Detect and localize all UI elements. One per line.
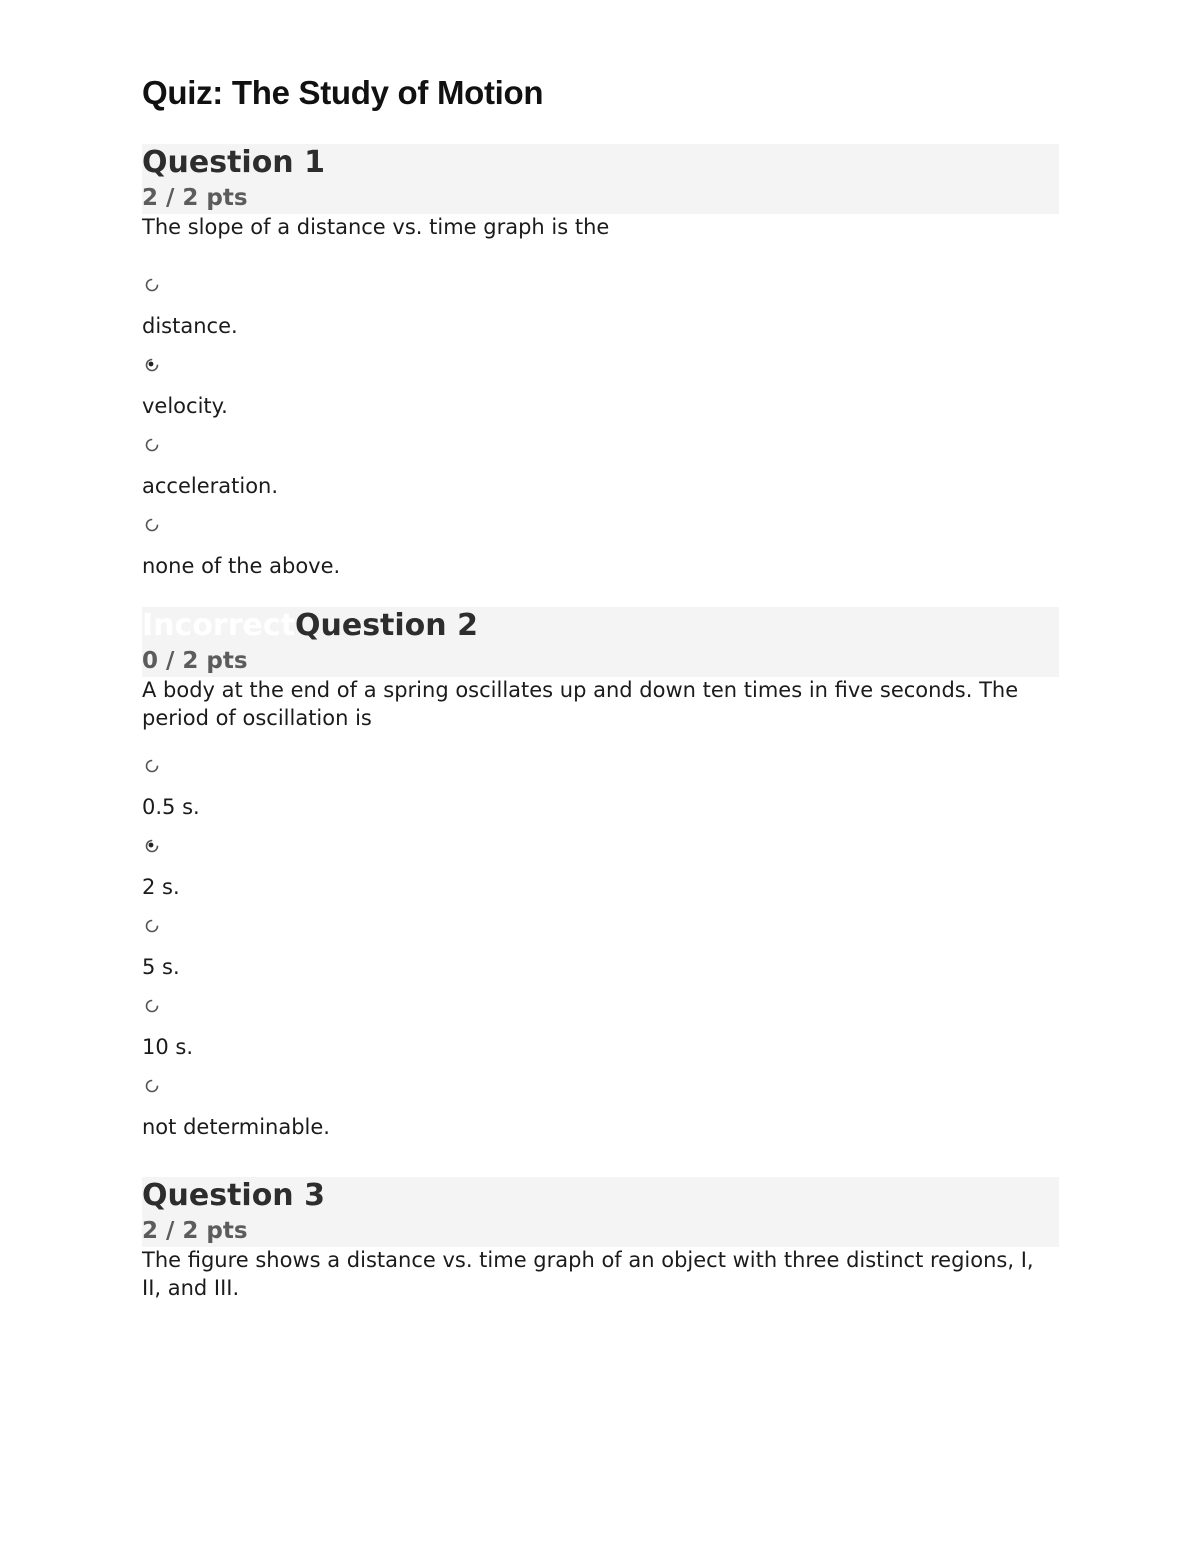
answer-option[interactable] [142, 759, 1059, 839]
radio-unselected-icon[interactable] [145, 278, 159, 292]
question-3 [142, 1177, 1059, 1302]
answer-option[interactable] [142, 278, 1059, 358]
answer-option[interactable] [142, 919, 1059, 999]
answer-label: none of the above. [142, 554, 341, 578]
answer-label: velocity. [142, 394, 228, 418]
question-header [142, 144, 1059, 214]
answer-option[interactable] [142, 438, 1059, 518]
question-text: A body at the end of a spring oscillates up and down ten times in five seconds. The period of oscillation is [142, 678, 1019, 730]
radio-selected-icon[interactable] [145, 358, 159, 372]
question-title-text: Question 2 [294, 608, 478, 643]
question-title-text: Question 1 [142, 145, 325, 180]
answer-label: 0.5 s. [142, 795, 200, 819]
question-title-text: Question 3 [142, 1178, 325, 1213]
radio-unselected-icon[interactable] [145, 518, 159, 532]
question-1 [142, 144, 1059, 598]
answer-label: 5 s. [142, 955, 180, 979]
quiz-title: Quiz: The Study of Motion [142, 74, 544, 111]
question-2 [142, 607, 1059, 1159]
incorrect-flag: Incorrect [142, 608, 295, 643]
answer-option[interactable] [142, 1079, 1059, 1159]
answer-label: acceleration. [142, 474, 279, 498]
answer-label: distance. [142, 314, 238, 338]
answer-option[interactable] [142, 999, 1059, 1079]
question-title [142, 1177, 325, 1215]
question-title [142, 144, 325, 182]
radio-unselected-icon[interactable] [145, 759, 159, 773]
radio-unselected-icon[interactable] [145, 999, 159, 1013]
question-title [142, 607, 478, 645]
question-header [142, 1177, 1059, 1247]
answer-option[interactable] [142, 358, 1059, 438]
radio-unselected-icon[interactable] [145, 919, 159, 933]
radio-selected-icon[interactable] [145, 839, 159, 853]
radio-unselected-icon[interactable] [145, 438, 159, 452]
question-points: 0 / 2 pts [142, 648, 248, 674]
answer-label: 10 s. [142, 1035, 194, 1059]
question-text: The figure shows a distance vs. time graph of an object with three distinct regions, I, II, and III. [142, 1248, 1034, 1300]
question-points: 2 / 2 pts [142, 1218, 248, 1244]
answer-label: not determinable. [142, 1115, 330, 1139]
answer-label: 2 s. [142, 875, 180, 899]
radio-unselected-icon[interactable] [145, 1079, 159, 1093]
answer-option[interactable] [142, 839, 1059, 919]
answer-option[interactable] [142, 518, 1059, 598]
question-header [142, 607, 1059, 677]
question-text: The slope of a distance vs. time graph is the [142, 215, 610, 239]
question-points: 2 / 2 pts [142, 185, 248, 211]
